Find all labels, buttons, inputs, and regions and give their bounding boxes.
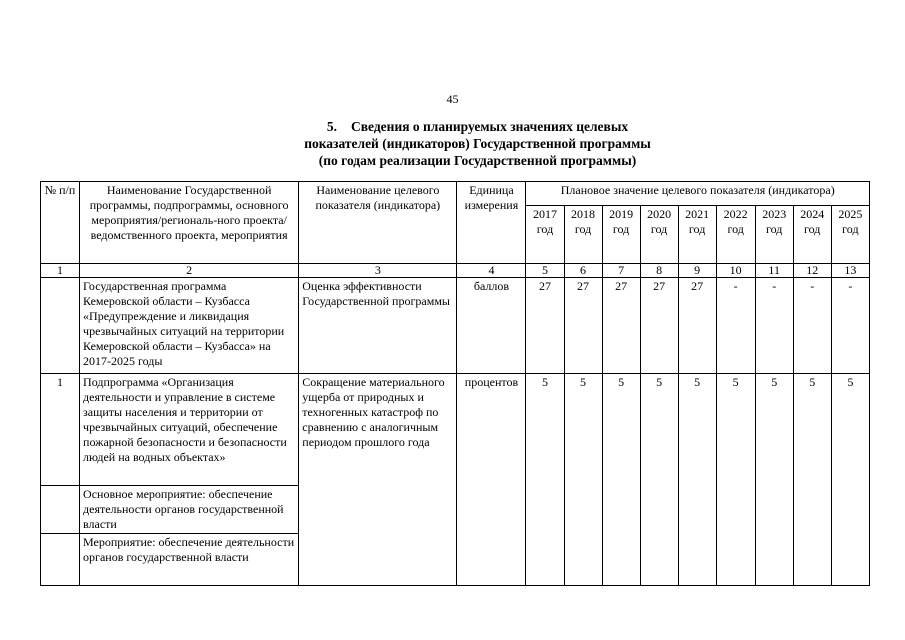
row-indicator-name: Сокращение материального ущерба от природных и техногенных катастроф по сравнению с аналогичным периодом прошлого года bbox=[299, 374, 457, 586]
row-value-2020: 27 bbox=[640, 278, 678, 374]
row-value-2018: 5 bbox=[564, 374, 602, 586]
header-year-2019: 2019 год bbox=[602, 206, 640, 264]
column-number: 8 bbox=[640, 264, 678, 278]
row-num bbox=[41, 534, 80, 586]
column-number: 4 bbox=[457, 264, 526, 278]
row-value-2017: 27 bbox=[526, 278, 564, 374]
column-number: 7 bbox=[602, 264, 640, 278]
indicators-table bbox=[40, 181, 870, 586]
row-unit: баллов bbox=[457, 278, 526, 374]
row-value-2020: 5 bbox=[640, 374, 678, 586]
section-title-1: Сведения о планируемых значениях целевых bbox=[350, 119, 629, 134]
row-num bbox=[41, 278, 80, 374]
column-number: 6 bbox=[564, 264, 602, 278]
section-title-3: (по годам реализации Государственной программы) bbox=[318, 153, 637, 168]
section-heading bbox=[200, 118, 755, 169]
section-heading-line-1 bbox=[200, 118, 755, 135]
column-number: 1 bbox=[41, 264, 80, 278]
row-unit: процентов bbox=[457, 374, 526, 586]
row-num bbox=[41, 486, 80, 534]
row-value-2024: 5 bbox=[793, 374, 831, 586]
section-title-2: показателей (индикаторов) Государственной программы bbox=[304, 136, 651, 151]
header-unit: Единица измерения bbox=[457, 182, 526, 264]
header-num: № п/п bbox=[41, 182, 80, 264]
header-year-2017: 2017 год bbox=[526, 206, 564, 264]
row-program-name: Подпрограмма «Организация деятельности и управление в системе защиты населения и территории от чрезвычайных ситуаций, обеспечение пожарной безопасности и безопасности людей на водных объектах» bbox=[80, 374, 299, 486]
column-number: 5 bbox=[526, 264, 564, 278]
column-number: 9 bbox=[678, 264, 716, 278]
column-number: 3 bbox=[299, 264, 457, 278]
row-value-2017: 5 bbox=[526, 374, 564, 586]
column-number: 2 bbox=[80, 264, 299, 278]
row-value-2021: 5 bbox=[678, 374, 716, 586]
row-value-2023: 5 bbox=[755, 374, 793, 586]
column-number: 11 bbox=[755, 264, 793, 278]
header-program: Наименование Государственной программы, подпрограммы, основного мероприятия/региональ-ного проекта/ведомственного проекта, мероприятия bbox=[80, 182, 299, 264]
table-row-program bbox=[41, 278, 870, 374]
row-value-2022: - bbox=[716, 278, 755, 374]
row-program-name: Основное мероприятие: обеспечение деятельности органов государственной власти bbox=[80, 486, 299, 534]
table-row-subprogram bbox=[41, 374, 870, 486]
header-year-2020: 2020 год bbox=[640, 206, 678, 264]
row-value-2018: 27 bbox=[564, 278, 602, 374]
column-number: 13 bbox=[831, 264, 869, 278]
header-year-2025: 2025 год bbox=[831, 206, 869, 264]
row-value-2021: 27 bbox=[678, 278, 716, 374]
row-num: 1 bbox=[41, 374, 80, 486]
header-year-2022: 2022 год bbox=[716, 206, 755, 264]
row-value-2019: 5 bbox=[602, 374, 640, 586]
row-value-2025: 5 bbox=[831, 374, 869, 586]
page-number: 45 bbox=[446, 92, 459, 106]
row-value-2024: - bbox=[793, 278, 831, 374]
row-value-2022: 5 bbox=[716, 374, 755, 586]
row-program-name: Мероприятие: обеспечение деятельности органов государственной власти bbox=[80, 534, 299, 586]
row-value-2025: - bbox=[831, 278, 869, 374]
header-year-2023: 2023 год bbox=[755, 206, 793, 264]
section-number: 5. bbox=[326, 119, 337, 134]
column-number-row bbox=[41, 264, 870, 278]
column-number: 12 bbox=[793, 264, 831, 278]
header-indicator: Наименование целевого показателя (индикатора) bbox=[299, 182, 457, 264]
row-value-2023: - bbox=[755, 278, 793, 374]
header-planned-value: Плановое значение целевого показателя (индикатора) bbox=[526, 182, 870, 206]
row-value-2019: 27 bbox=[602, 278, 640, 374]
row-indicator-name: Оценка эффективности Государственной программы bbox=[299, 278, 457, 374]
header-year-2024: 2024 год bbox=[793, 206, 831, 264]
row-program-name: Государственная программа Кемеровской области – Кузбасса «Предупреждение и ликвидация чрезвычайных ситуаций на территории Кемеровской области – Кузбасса» на 2017-2025 годы bbox=[80, 278, 299, 374]
header-year-2021: 2021 год bbox=[678, 206, 716, 264]
column-number: 10 bbox=[716, 264, 755, 278]
header-year-2018: 2018 год bbox=[564, 206, 602, 264]
